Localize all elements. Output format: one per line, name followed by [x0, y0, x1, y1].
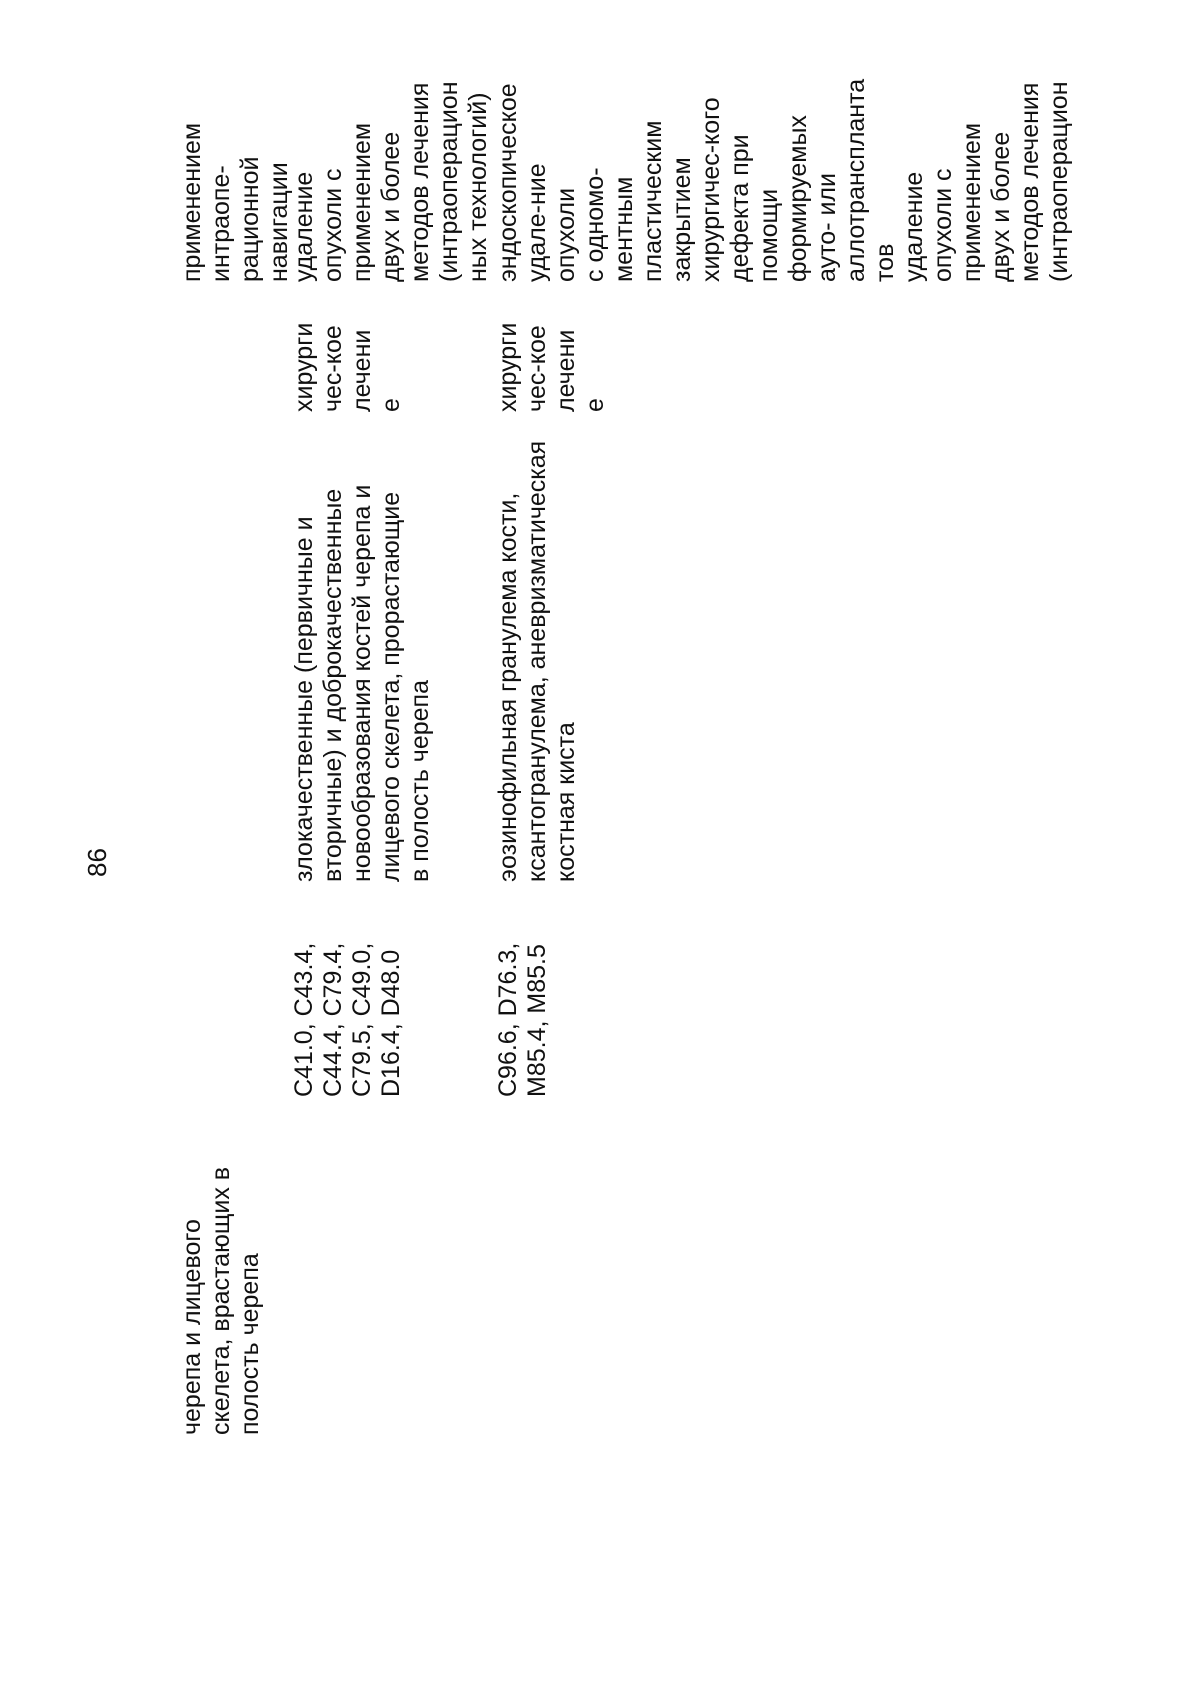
row-1-disease: злокачественные (первичные и вторичные) и доброкачественные новообразования костей черепа и лицевого скелета, прорастающие в полость черепа: [290, 484, 434, 882]
row-2-method: эндоскопическое удале-ние опухоли с одномо- ментным пластическим закрытием хирургичес-кого дефекта при помощи формируемых ауто- или аллотранспланта тов удаление опухоли с применением двух и более методов лечения (интраоперацион: [494, 78, 1073, 282]
row-2-treatment-type: хирурги чес-кое лечени е: [494, 322, 609, 412]
row-1-method: удаление опухоли с применением двух и более методов лечения (интраоперацион ных технологий): [290, 81, 492, 282]
row-0-category: черепа и лицевого скелета, врастающих в полость черепа: [178, 1166, 264, 1435]
row-2-disease: эозинофильная гранулема кости, ксантогранулема, аневризматическая костная киста: [494, 440, 580, 882]
row-2-codes: C96.6, D76.3, M85.4, M85.5: [494, 942, 551, 1097]
row-1-treatment-type: хирурги чес-кое лечени е: [290, 322, 405, 412]
row-0-method: применением интраопе- рационной навигации: [178, 122, 293, 282]
row-1-codes: C41.0, C43.4, C44.4, C79.4, C79.5, C49.0, D16.4, D48.0: [290, 942, 405, 1097]
page-number: 86: [82, 848, 112, 877]
